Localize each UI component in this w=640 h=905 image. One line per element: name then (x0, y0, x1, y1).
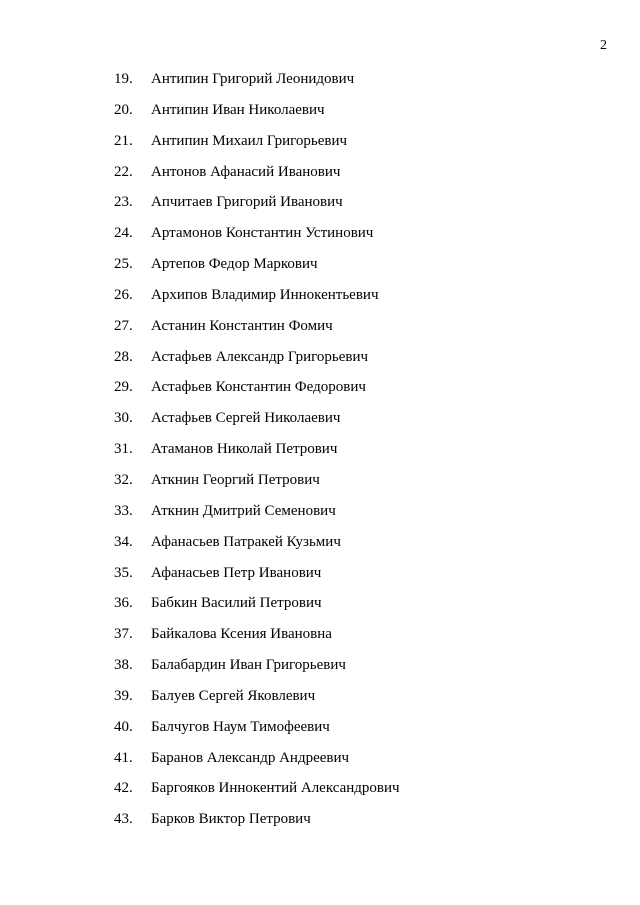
list-item (0, 560, 640, 591)
item-number: 41. (114, 749, 133, 766)
item-number: 43. (114, 811, 133, 828)
item-name: Апчитаев Григорий Иванович (151, 194, 343, 211)
item-number: 29. (114, 379, 133, 396)
list-item (0, 683, 640, 714)
list-item (0, 282, 640, 313)
item-number: 31. (114, 441, 133, 458)
item-number: 33. (114, 502, 133, 519)
item-name: Байкалова Ксения Ивановна (151, 626, 332, 643)
item-number: 37. (114, 626, 133, 643)
list-item (0, 374, 640, 405)
item-name: Балуев Сергей Яковлевич (151, 687, 316, 704)
item-number: 36. (114, 595, 133, 612)
item-number: 26. (114, 286, 133, 303)
item-name: Антипин Иван Николаевич (151, 101, 325, 118)
item-number: 35. (114, 564, 133, 581)
item-number: 24. (114, 225, 133, 242)
list-item (0, 621, 640, 652)
list-item (0, 220, 640, 251)
list-item (0, 436, 640, 467)
item-number: 23. (114, 194, 133, 211)
item-name: Балчугов Наум Тимофеевич (151, 718, 330, 735)
item-name: Антонов Афанасий Иванович (151, 163, 341, 180)
item-number: 39. (114, 687, 133, 704)
item-name: Артамонов Константин Устинович (151, 225, 374, 242)
item-number: 28. (114, 348, 133, 365)
list-item (0, 652, 640, 683)
name-list (0, 66, 640, 837)
item-name: Афанасьев Петр Иванович (151, 564, 322, 581)
item-name: Бабкин Василий Петрович (151, 595, 322, 612)
list-item (0, 313, 640, 344)
item-number: 25. (114, 256, 133, 273)
item-number: 22. (114, 163, 133, 180)
page-number: 2 (600, 38, 607, 53)
item-name: Баранов Александр Андреевич (151, 749, 350, 766)
item-name: Астафьев Константин Федорович (151, 379, 366, 396)
item-number: 21. (114, 132, 133, 149)
list-item (0, 66, 640, 97)
item-name: Артепов Федор Маркович (151, 256, 318, 273)
item-number: 19. (114, 71, 133, 87)
list-item (0, 529, 640, 560)
list-item (0, 806, 640, 837)
item-name: Аткнин Георгий Петрович (151, 471, 320, 488)
item-number: 20. (114, 101, 133, 118)
list-item (0, 590, 640, 621)
item-number: 42. (114, 780, 133, 797)
item-name: Архипов Владимир Иннокентьевич (151, 286, 379, 303)
list-item (0, 405, 640, 436)
list-item (0, 714, 640, 745)
item-name: Астанин Константин Фомич (151, 317, 333, 334)
list-item (0, 128, 640, 159)
item-name: Баргояков Иннокентий Александрович (151, 780, 400, 797)
list-item (0, 498, 640, 529)
item-name: Барков Виктор Петрович (151, 811, 311, 828)
item-number: 32. (114, 471, 133, 488)
list-item (0, 775, 640, 806)
list-item (0, 189, 640, 220)
item-name: Афанасьев Патракей Кузьмич (151, 533, 341, 550)
item-number: 30. (114, 410, 133, 427)
item-name: Астафьев Сергей Николаевич (151, 410, 341, 427)
list-item (0, 159, 640, 190)
item-number: 40. (114, 718, 133, 735)
list-item (0, 251, 640, 282)
list-item (0, 467, 640, 498)
item-name: Антипин Михаил Григорьевич (151, 132, 348, 149)
item-name: Астафьев Александр Григорьевич (151, 348, 369, 365)
list-item (0, 344, 640, 375)
list-item (0, 745, 640, 776)
item-name: Аткнин Дмитрий Семенович (151, 502, 336, 519)
item-name: Атаманов Николай Петрович (151, 441, 338, 458)
item-number: 27. (114, 317, 133, 334)
item-number: 34. (114, 533, 133, 550)
item-name: Балабардин Иван Григорьевич (151, 657, 346, 674)
list-item (0, 97, 640, 128)
item-name: Антипин Григорий Леонидович (151, 71, 355, 87)
item-number: 38. (114, 657, 133, 674)
